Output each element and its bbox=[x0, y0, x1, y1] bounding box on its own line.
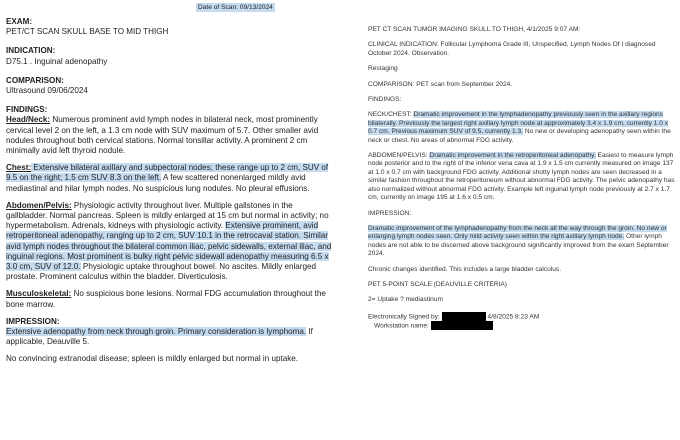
workstation-label: Workstation name: bbox=[374, 322, 429, 330]
right-impression-text: Other lymph nodes are not able to be discerned above background significantly improved from the exam September 2024. bbox=[368, 233, 669, 258]
abdomen-label: Abdomen/Pelvis: bbox=[6, 200, 72, 210]
neck-chest-label: NECK/CHEST: bbox=[368, 111, 414, 119]
redacted-signer bbox=[442, 312, 486, 321]
right-title: PET CT SCAN TUMOR IMAGING SKULL TO THIGH, 4/1/2025 9:07 AM: bbox=[368, 26, 581, 33]
impression-highlight: Extensive adenopathy from neck through groin. Primary consideration is lymphoma. bbox=[6, 327, 307, 337]
abd-pelvis-text: Easiest to measure lymph node posterior and to the right of the inferior vena cava at 1.9 x 1.5 cm currently measured on image 137 at 1.0 x 0.7 cm with background FDG activity. Additional shotty lymph nodes are seen decreased in a similar fashion throughout the retroperitoneum without abnormal FDG activity. The pelvic adenopathy has also normalized without abnormal FDG activity. Example left inguinal lymph node previously at 2.7 x 1.7 cm, currently on image 195 at 1.6 x 0.5 cm. bbox=[368, 152, 675, 202]
abdomen-paragraph bbox=[6, 201, 334, 283]
chest-text: A few scattered nonenlarged mildly avid mediastinal and hilar lymph nodes. No suspicious lung nodules. No pleural effusions. bbox=[6, 173, 310, 193]
exam-heading: EXAM: bbox=[6, 17, 33, 26]
workstation-line bbox=[368, 321, 676, 331]
right-comparison: COMPARISON: PET scan from September 2024. bbox=[368, 80, 513, 88]
abd-pelvis-label: ABDOMEN/PELVIS: bbox=[368, 152, 430, 160]
abdomen-text-1: Physiologic activity throughout liver. Multiple gallstones in the gallbladder. Normal pancreas. Spleen is mildly enlarged at 15 cm but normal in activity; no hypermetabolism. Adrenals, kidneys with physiologic activity. bbox=[6, 200, 329, 231]
right-impression-heading: IMPRESSION: bbox=[368, 209, 412, 217]
indication-heading: INDICATION: bbox=[6, 46, 56, 56]
msk-label: Musculoskeletal: bbox=[6, 289, 72, 299]
findings-heading: FINDINGS: bbox=[6, 105, 48, 115]
signed-date: 4/8/2025 8:23 AM bbox=[487, 313, 540, 320]
impression-last: No convincing extranodal disease; spleen is mildly enlarged but normal in uptake. bbox=[6, 354, 298, 364]
headneck-label: Head/Neck: bbox=[6, 115, 51, 125]
chronic-changes: Chronic changes identified. This includes a large bladder calculus. bbox=[368, 265, 562, 273]
signed-label: Electronically Signed by: bbox=[368, 313, 440, 320]
abdomen-highlight: Extensive prominent, avid retroperitoneal adenopathy, ranging up to 2 cm, SUV 10.1 in the retrocaval station. Similar avid lymph nodes throughout the bilateral common iliac, pelvic sidewalls, external iliac, and inguinal regions. Most prominent is bulky right pelvic sidewall adenopathy measuring 6.5 x 3.0 cm, SUV of 12.0. bbox=[6, 221, 332, 272]
clinical-indication: CLINICAL INDICATION: Follicular Lymphoma Grade III, Unspecified, Lymph Nodes Of I diagnosed October 2024. Observation. bbox=[368, 41, 656, 57]
abd-pelvis-paragraph bbox=[368, 152, 676, 202]
neck-chest-paragraph bbox=[368, 111, 676, 145]
uptake-line: 2= Uptake ? mediastinum bbox=[368, 296, 443, 304]
signed-line bbox=[368, 312, 676, 322]
abdomen-text-2: Physiologic uptake throughout bowel. No ascites. Mildly enlarged prostate. Prominent calculus within the bladder. Diverticulosis. bbox=[6, 262, 316, 282]
right-impression-highlight: Dramatic improvement of the lymphadenopathy from the neck all the way through the groin. No new or enlarging lymph nodes seen. Only mild activity seen within the right axillary lymph node. bbox=[368, 224, 667, 241]
chest-highlight: Extensive bilateral axillary and subpectoral nodes; these range up to 2 cm, SUV of 9.5 on the right; 1.5 cm SUV 8.3 on the left. bbox=[6, 163, 329, 183]
right-findings: FINDINGS: bbox=[368, 96, 402, 104]
headneck-paragraph bbox=[6, 115, 334, 156]
redacted-workstation bbox=[431, 321, 493, 330]
comparison-heading: COMPARISON: bbox=[6, 75, 64, 85]
chest-label: Chest: bbox=[6, 163, 32, 173]
comparison-text: Ultrasound 09/06/2024 bbox=[6, 86, 88, 96]
indication-text: D75.1 . Inguinal adenopathy bbox=[6, 56, 108, 66]
msk-paragraph bbox=[6, 289, 334, 309]
restaging: Restaging bbox=[368, 65, 398, 73]
neck-chest-text: No new or developing adenopathy seen within the neck or chest. No areas of abnormal FDG activity. bbox=[368, 128, 671, 144]
right-report bbox=[368, 26, 676, 331]
date-of-scan: Date of Scan: 09/13/2024 bbox=[198, 4, 273, 11]
headneck-text: Numerous prominent avid lymph nodes in bilateral neck, most prominently cervical level 2 on the left, a 1.3 cm node with SUV maximum of 5.7. Other smaller avid nodules throughout both cervical stations. Normal tonsillar activity. A prominent 2 cm minimally avid left thyroid nodule. bbox=[6, 115, 319, 156]
chest-paragraph bbox=[6, 163, 334, 194]
impression-heading: IMPRESSION: bbox=[6, 316, 60, 326]
msk-text: No suspicious bone lesions. Normal FDG accumulation throughout the bone marrow. bbox=[6, 289, 326, 309]
deauville-scale: PET 5-POINT SCALE (DEAUVILLE CRITERIA) bbox=[368, 280, 507, 288]
impression-text: If applicable, Deauville 5. bbox=[6, 327, 313, 347]
impression-paragraph bbox=[6, 327, 334, 347]
neck-chest-highlight: Dramatic improvement in the lymphadenopathy previously seen in the axillary regions bilaterally. Previously the largest right axillary lymph node at approximately 3.4 x 1.9 cm, currently 1.0 x 0.7 cm. Previous maximum SUV of 9.5, currently 1.3. bbox=[368, 111, 669, 136]
left-report bbox=[6, 17, 334, 365]
right-impression-paragraph bbox=[368, 225, 676, 259]
exam-title: PET/CT SCAN SKULL BASE TO MID THIGH bbox=[6, 27, 169, 37]
abd-pelvis-highlight: Dramatic improvement in the retroperitoneal adenopathy. bbox=[429, 152, 596, 160]
